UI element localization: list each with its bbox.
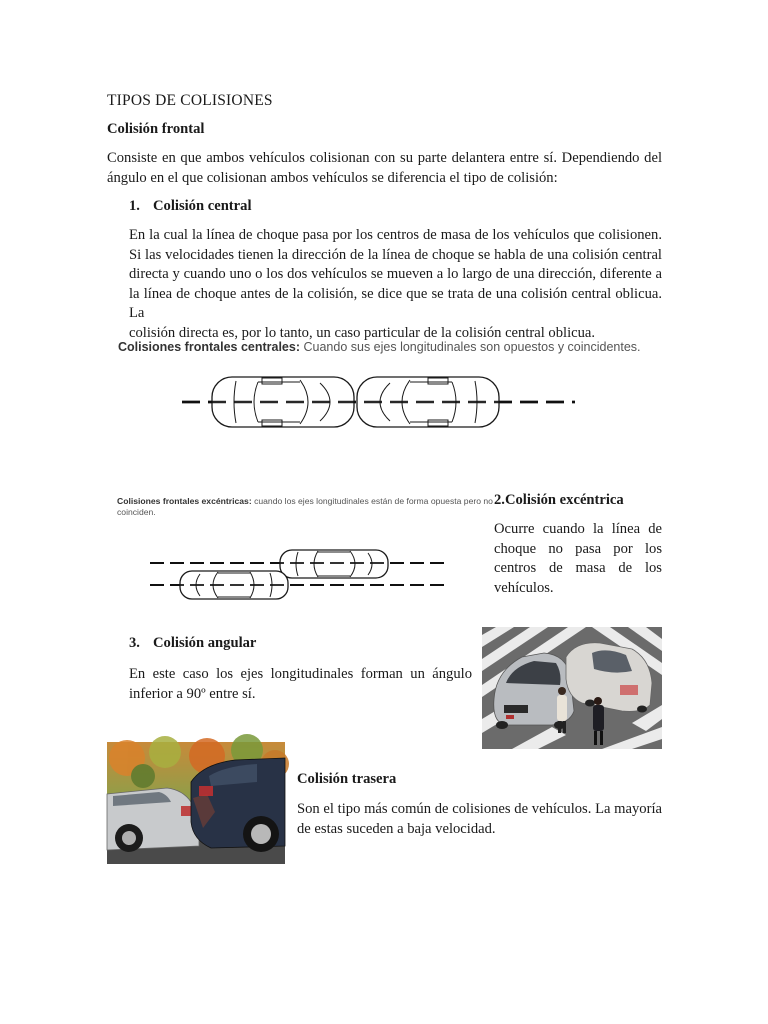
section-number-angular: 3. (129, 635, 140, 651)
dark-car-icon (191, 758, 285, 852)
central-line: Si las velocidades tienen la dirección de la línea de choque se habla de una colisión central (129, 246, 662, 263)
figure-caption-central-bold: Colisiones frontales centrales: (118, 340, 301, 354)
figure-caption-excentrica-bold: Colisiones frontales excéntricas: (117, 496, 252, 506)
angular-line: inferior a 90º entre sí. (129, 685, 256, 702)
trasera-paragraph (297, 800, 662, 839)
section-number-central: 1. (129, 198, 140, 214)
trasera-line: Son el tipo más común de colisiones de vehículos. La mayoría (297, 801, 662, 817)
figure-caption-excentrica-rest: cuando los ejes longitudinales están de forma opuesta pero no (251, 496, 493, 506)
excentrica-paragraph (494, 520, 662, 598)
excentrica-line: Ocurre cuando la línea de (494, 521, 662, 537)
rear-collision-photo (107, 742, 285, 864)
angular-collision-photo (482, 627, 662, 749)
central-line: colisión directa es, por lo tanto, un caso particular de la colisión central oblicua. (129, 324, 596, 341)
angular-line: En este caso los ejes longitudinales forman un ángulo (129, 666, 472, 682)
trasera-line: de estas suceden a baja velocidad. (297, 820, 496, 837)
section-heading-trasera: Colisión trasera (297, 771, 397, 787)
silver-car-icon (107, 788, 199, 852)
figure-caption-central-rest: Cuando sus ejes longitudinales son opuestos y coincidentes. (300, 340, 641, 354)
angular-paragraph (129, 665, 472, 704)
figure-caption-excentrica-line2: coinciden. (117, 507, 156, 517)
section-heading-angular: Colisión angular (153, 635, 257, 651)
excentrica-line: choque no pasa por los (494, 540, 662, 557)
excentrica-line: vehículos. (494, 579, 554, 596)
excentrica-line: centros de masa de los (494, 560, 662, 577)
section-heading-excentrica: 2.Colisión excéntrica (494, 492, 624, 508)
section-heading-frontal: Colisión frontal (107, 121, 205, 137)
section-heading-central: Colisión central (153, 198, 252, 214)
central-line: directa y cuando uno o los dos vehículos se mueven a lo largo de una dirección, diferente a (129, 266, 662, 283)
central-line: En la cual la línea de choque pasa por los centros de masa de los vehículos que colisionen. (129, 227, 662, 243)
document-title: TIPOS DE COLISIONES (107, 92, 273, 109)
central-line: la línea de choque antes de la colisión, se dice que se trata de una colisión central oblicua. La (129, 285, 662, 322)
frontal-intro-line-1: Consiste en que ambos vehículos colisionan con su parte delantera entre sí. Dependiendo del (107, 150, 662, 166)
frontal-intro-line-2: ángulo en el que colisionan ambos vehículos se diferencia el tipo de colisión: (107, 169, 558, 186)
